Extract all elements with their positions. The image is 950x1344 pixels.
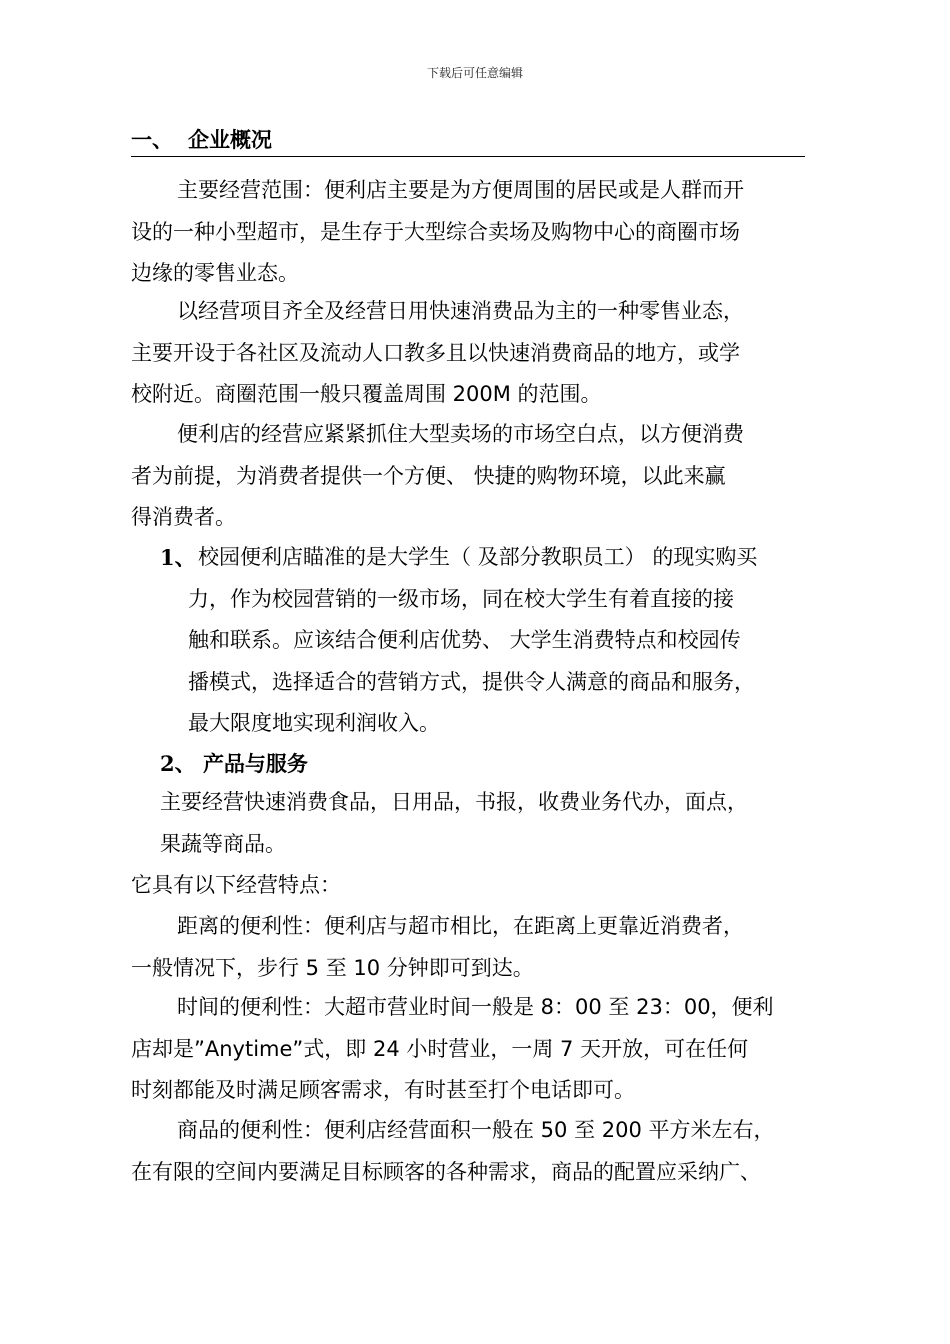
text-line: 设的一种小型超市，是生存于大型综合卖场及购物中心的商圈市场 xyxy=(131,219,740,244)
text-line: 店却是”Anytime”式，即 24 小时营业，一周 7 天开放，可在任何 xyxy=(131,1036,749,1061)
text-line: 播模式，选择适合的营销方式，提供令人满意的商品和服务， xyxy=(188,669,755,694)
paragraph-retail-format xyxy=(131,291,811,416)
paragraph-strategy xyxy=(131,414,811,539)
text-line: 在有限的空间内要满足目标顾客的各种需求，商品的配置应采纳广、 xyxy=(131,1159,761,1184)
list-number: 1、 xyxy=(160,545,196,570)
text-line: 得消费者。 xyxy=(131,505,236,529)
subheading-title: 产品与服务 xyxy=(202,752,308,776)
paragraph-products xyxy=(160,782,840,865)
paragraph-time xyxy=(131,987,811,1112)
text-line: 主要经营快速消费食品，日用品，书报，收费业务代办，面点， xyxy=(160,790,748,814)
text-line: 力，作为校园营销的一级市场，同在校大学生有着直接的接 xyxy=(188,586,734,611)
text-line: 主要经营范围：便利店主要是为方便周围的居民或是人群而开 xyxy=(177,178,744,202)
paragraph-distance xyxy=(131,906,811,989)
subheading-products xyxy=(160,748,308,778)
section-number: 一、 xyxy=(131,128,173,152)
text-line: 校园便利店瞄准的是大学生（ 及部分教职员工） 的现实购买 xyxy=(198,545,758,569)
page-header: 下载后可任意编辑 xyxy=(426,66,523,80)
list-item-1 xyxy=(160,537,810,745)
section-title: 企业概况 xyxy=(188,128,272,152)
text-line: 一般情况下，步行 5 至 10 分钟即可到达。 xyxy=(131,955,534,980)
text-line: 距离的便利性：便利店与超市相比，在距离上更靠近消费者， xyxy=(177,914,744,938)
text-line: 者为前提，为消费者提供一个方便、 快捷的购物环境，以此来赢 xyxy=(131,463,726,488)
section-heading xyxy=(131,120,805,157)
paragraph-features-intro xyxy=(131,865,811,907)
paragraph-goods xyxy=(131,1110,831,1193)
paragraph-business-scope xyxy=(131,170,811,295)
text-line: 校附近。商圈范围一般只覆盖周围 200M 的范围。 xyxy=(131,382,602,406)
text-line: 它具有以下经营特点： xyxy=(131,873,341,897)
text-line: 商品的便利性：便利店经营面积一般在 50 至 200 平方米左右， xyxy=(177,1118,775,1142)
text-line: 果蔬等商品。 xyxy=(160,831,286,856)
text-line: 触和联系。应该结合便利店优势、 大学生消费特点和校园传 xyxy=(188,628,741,652)
text-line: 边缘的零售业态。 xyxy=(131,261,299,285)
text-line: 最大限度地实现利润收入。 xyxy=(188,711,440,735)
list-number: 2、 xyxy=(160,751,196,776)
text-line: 便利店的经营应紧紧抓住大型卖场的市场空白点，以方便消费 xyxy=(177,422,744,446)
text-line: 时刻都能及时满足顾客需求，有时甚至打个电话即可。 xyxy=(131,1078,635,1102)
text-line: 以经营项目齐全及经营日用快速消费品为主的一种零售业态， xyxy=(177,299,744,323)
text-line: 时间的便利性：大超市营业时间一般是 8：00 至 23：00，便利 xyxy=(177,995,774,1019)
text-line: 主要开设于各社区及流动人口教多且以快速消费商品的地方，或学 xyxy=(131,340,740,365)
